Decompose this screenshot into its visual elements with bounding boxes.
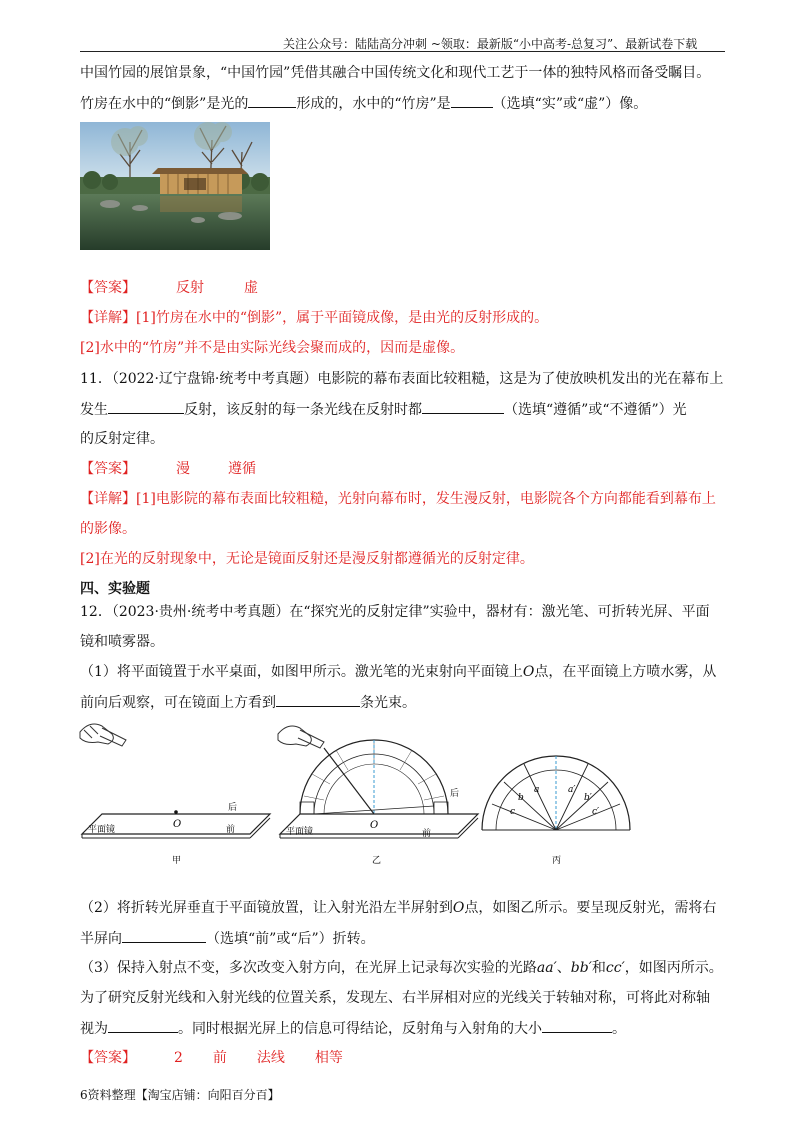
q12-blank-2 (122, 928, 206, 943)
q12-part2-line2: 半屏向 （选填“前”或“后”）折转。 (80, 928, 375, 949)
page-number: 6 (80, 1088, 88, 1102)
yi-caption: 乙 (372, 856, 382, 866)
q11-line-2: 发生 反射，该反射的每一条光线在反射时都 （选填“遵循”或“不遵循”）光 (80, 399, 687, 420)
answer-label: 【答案】 (80, 280, 136, 296)
bing-label-b-prime: b′ (584, 793, 592, 803)
q10-answer (80, 278, 258, 298)
page-footer (80, 1086, 280, 1103)
yi-mirror-label: 平面镜 (286, 827, 314, 837)
bamboo-house-photo (80, 122, 270, 250)
answer-value: 2 (174, 1050, 183, 1066)
jia-mirror-label: 平面镜 (88, 825, 116, 835)
answer-value: 遵循 (228, 461, 256, 477)
q10-blank-2 (451, 93, 493, 108)
answer-value: 虚 (244, 280, 258, 296)
bing-label-a-prime: a′ (568, 785, 576, 795)
q10-text-a: 竹房在水中的“倒影”是光的 (80, 96, 249, 112)
q12-answer: 【答案】 2 前 法线 相等 (80, 1050, 343, 1066)
q10-text-c: （选填“实”或“虚”）像。 (492, 96, 648, 112)
q10-line-2 (80, 93, 647, 114)
q10-detail-2: [2]水中的“竹房”并不是由实际光线会聚而成的，因而是虚像。 (80, 340, 465, 356)
q12-blank-3 (108, 1018, 178, 1033)
q11-detail-1: 【详解】[1]电影院的幕布表面比较粗糙，光射向幕布时，发生漫反射，电影院各个方向都能看到幕布上 (80, 491, 716, 507)
answer-value: 相等 (314, 1050, 343, 1066)
q12-part2-line1: （2）将折转光屏垂直于平面镜放置，让入射光沿左半屏射到O点，如图乙所示。要呈现反射光，需将右 (80, 900, 717, 916)
q11-blank-1 (108, 399, 184, 414)
footer-text: 资料整理【淘宝店铺：向阳百分百】 (87, 1088, 280, 1102)
q12-part3-line1: （3）保持入射点不变，多次改变入射方向，在光屏上记录每次实验的光路aa′、bb′和cc′，如图丙所示。 (80, 960, 723, 976)
jia-point-label: O (173, 819, 182, 830)
figure-jia (80, 724, 270, 866)
q11-line-1: 11．（2022·辽宁盘锦·统考中考真题）电影院的幕布表面比较粗糙，这是为了使放映机发出的光在幕布上 (80, 371, 724, 387)
q12-part3-line2: 为了研究反射光线和入射光线的位置关系，发现左、右半屏相对应的光线关于转轴对称，可将此对称轴 (80, 990, 710, 1006)
figure-yi (278, 726, 478, 866)
answer-value: 漫 (176, 461, 190, 477)
yi-point-label: O (370, 820, 379, 831)
q12-part1-line2: 前向后观察，可在镜面上方看到 条光束。 (80, 692, 416, 713)
jia-back-label: 后 (228, 803, 238, 813)
bing-label-b: b (518, 793, 524, 803)
q11-line-3: 的反射定律。 (80, 431, 164, 447)
header-divider (80, 51, 725, 52)
q12-part1-line1: （1）将平面镜置于水平桌面，如图甲所示。激光笔的光束射向平面镜上O点，在平面镜上方喷水雾，从 (80, 664, 717, 680)
q11-blank-2 (422, 399, 504, 414)
answer-value: 法线 (256, 1050, 285, 1066)
figure-bing (482, 756, 630, 866)
page-header: 关注公众号：陆陆高分冲刺 ~领取：最新版“小中高考-总复习”、最新试卷下载 (283, 37, 698, 51)
jia-caption: 甲 (172, 856, 182, 866)
q10-line-1: 中国竹园的展馆景象，“中国竹园”凭借其融合中国传统文化和现代工艺于一体的独特风格而备受瞩目。 (80, 65, 711, 81)
q12-blank-1 (276, 692, 360, 707)
q11-detail-1b: 的影像。 (80, 521, 136, 537)
q12-blank-4 (542, 1018, 612, 1033)
yi-back-label: 后 (450, 789, 460, 799)
q10-detail-1: 【详解】[1]竹房在水中的“倒影”，属于平面镜成像，是由光的反射形成的。 (80, 310, 549, 326)
answer-value: 前 (212, 1050, 227, 1066)
q10-blank-1 (248, 93, 296, 108)
bing-label-c-prime: c′ (592, 807, 600, 817)
bing-caption: 丙 (552, 856, 562, 866)
q12-line-1: 12．（2023·贵州·统考中考真题）在“探究光的反射定律”实验中，器材有：激光笔、可折转光屏、平面 (80, 604, 710, 620)
bing-label-c: c (510, 807, 516, 817)
answer-value: 反射 (176, 280, 204, 296)
yi-front-label: 前 (422, 829, 432, 839)
figures-area (78, 718, 728, 868)
detail-label: 【详解】 (80, 310, 136, 326)
q11-answer: 【答案】 漫 遵循 (80, 461, 256, 477)
q10-text-b: 形成的，水中的“竹房”是 (296, 96, 451, 112)
bing-label-a: a (534, 785, 540, 795)
q12-line-2: 镜和喷雾器。 (80, 634, 164, 650)
q12-part3-line3: 视为 。同时根据光屏上的信息可得结论，反射角与入射角的大小 。 (80, 1018, 626, 1039)
jia-front-label: 前 (226, 825, 236, 835)
section-title: 四、实验题 (80, 581, 150, 597)
q11-detail-2: [2]在光的反射现象中，无论是镜面反射还是漫反射都遵循光的反射定律。 (80, 551, 534, 567)
